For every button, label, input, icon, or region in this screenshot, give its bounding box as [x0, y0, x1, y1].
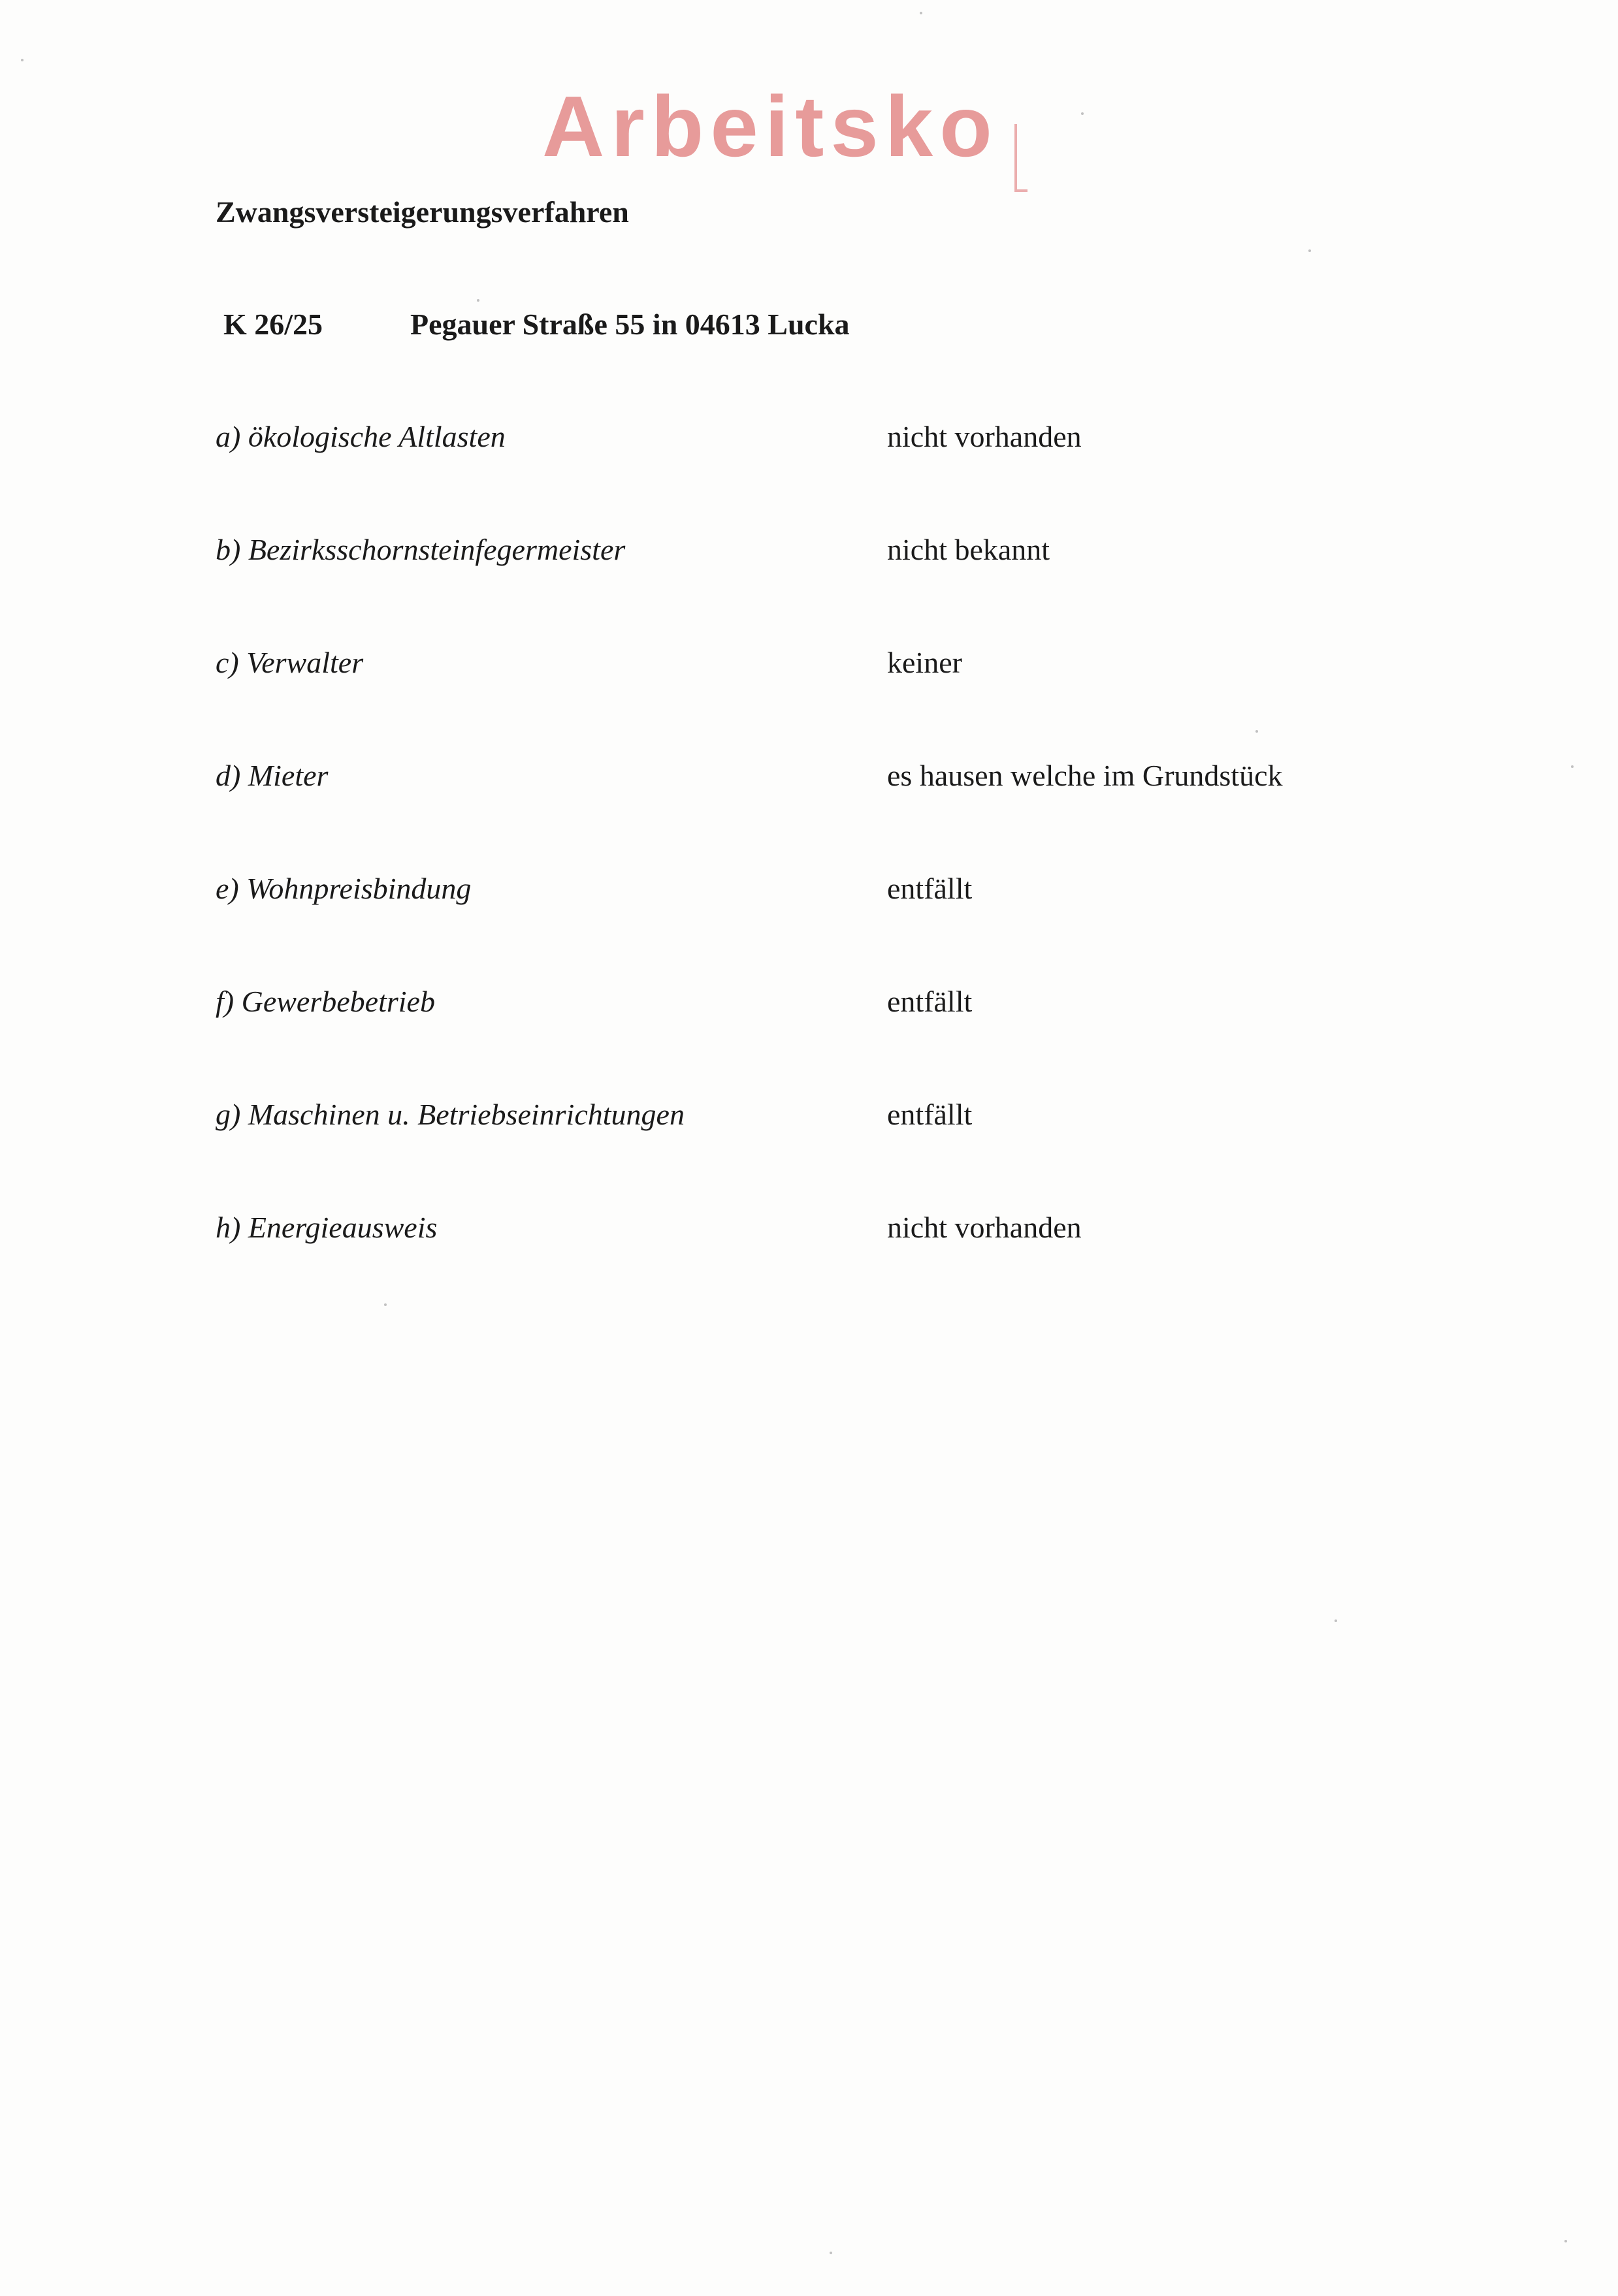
item-label: f) Gewerbebetrieb — [216, 985, 435, 1018]
item-value: nicht bekannt — [887, 533, 1050, 566]
scan-speck — [1335, 1619, 1337, 1622]
arbeitskopie-stamp: Arbeitsko — [542, 78, 999, 174]
item-value: entfällt — [887, 1098, 973, 1131]
item-value: nicht vorhanden — [887, 420, 1082, 453]
item-label: d) Mieter — [216, 759, 329, 792]
item-value: keiner — [887, 646, 962, 679]
item-value: entfällt — [887, 985, 973, 1018]
list-item — [0, 1210, 1618, 1262]
scan-speck — [1081, 112, 1084, 115]
scan-speck — [477, 299, 479, 302]
scan-speck — [1571, 765, 1574, 768]
stamp-edge-mark — [1014, 124, 1027, 192]
list-item — [0, 984, 1618, 1036]
list-item — [0, 871, 1618, 923]
item-label: e) Wohnpreisbindung — [216, 872, 472, 905]
list-item — [0, 758, 1618, 810]
case-number: K 26/25 — [223, 308, 323, 341]
item-label: g) Maschinen u. Betriebseinrichtungen — [216, 1098, 685, 1131]
scan-speck — [830, 2252, 832, 2254]
scan-speck — [21, 59, 24, 61]
item-label: h) Energieausweis — [216, 1211, 438, 1244]
list-item — [0, 532, 1618, 584]
item-label: b) Bezirksschornsteinfegermeister — [216, 533, 626, 566]
list-item — [0, 645, 1618, 697]
document-heading: Zwangsversteigerungsverfahren — [216, 195, 629, 229]
item-value: es hausen welche im Grundstück — [887, 759, 1283, 792]
item-value: entfällt — [887, 872, 973, 905]
scan-speck — [920, 12, 922, 14]
scan-speck — [1564, 2240, 1567, 2242]
item-label: c) Verwalter — [216, 646, 364, 679]
item-value: nicht vorhanden — [887, 1211, 1082, 1244]
scan-speck — [1308, 249, 1311, 252]
list-item — [0, 419, 1618, 471]
list-item — [0, 1097, 1618, 1149]
property-address: Pegauer Straße 55 in 04613 Lucka — [410, 308, 850, 341]
scan-speck — [1255, 730, 1258, 733]
scan-speck — [384, 1303, 387, 1306]
item-label: a) ökologische Altlasten — [216, 420, 506, 453]
